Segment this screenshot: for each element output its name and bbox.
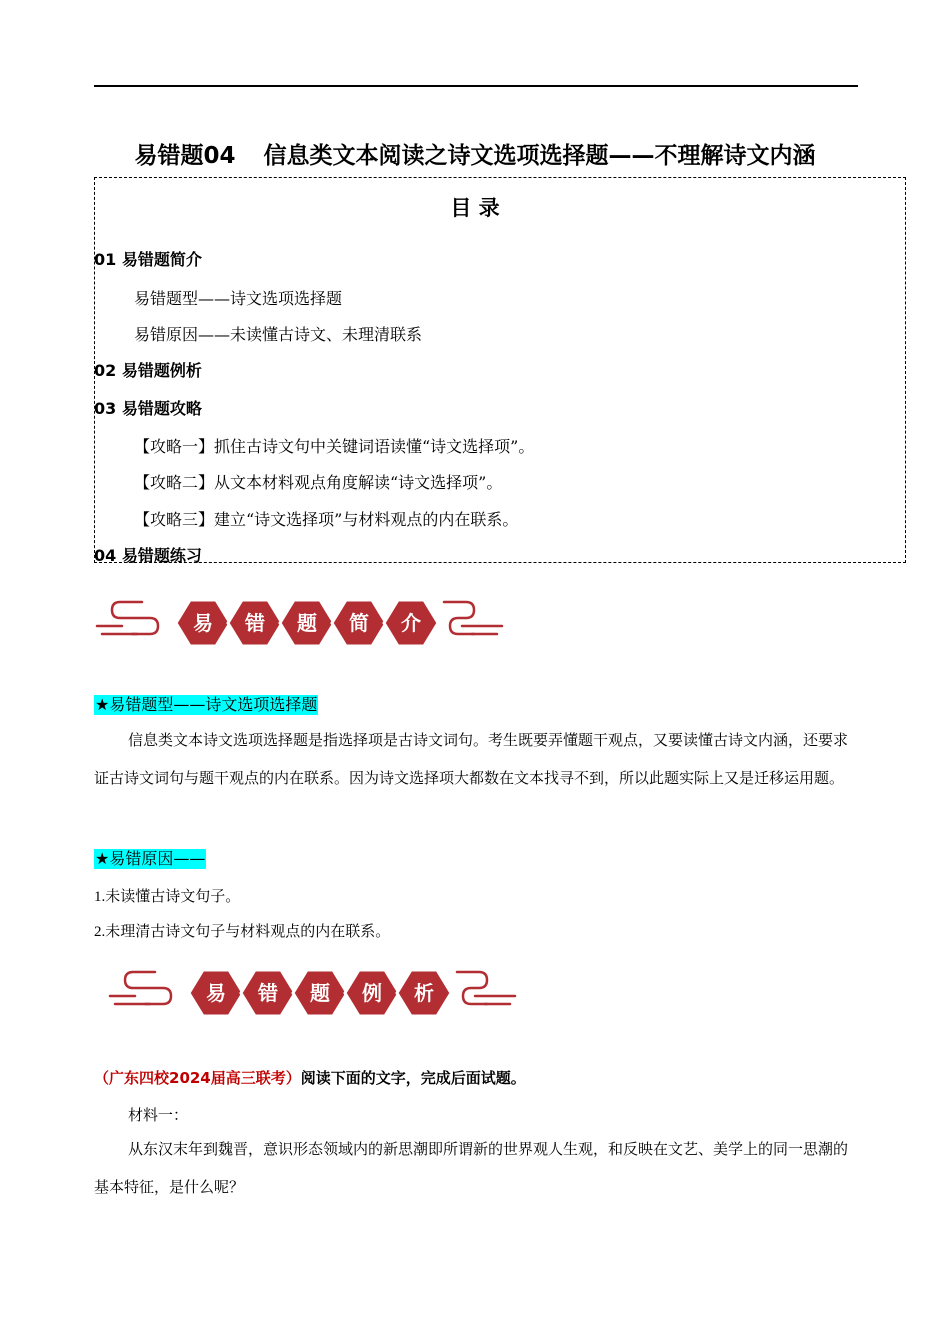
type-paragraph: 信息类文本诗文选项选择题是指选择项是古诗文词句。考生既要弄懂题干观点，又要读懂古诗文内涵，还要求证古诗文词句与题干观点的内在联系。因为诗文选择项大都数在文本找寻不到，所以此题实际上又是迁移运用题。	[94, 731, 849, 787]
banner-char: 错	[258, 981, 278, 1005]
question-source-line	[94, 1067, 526, 1088]
type-heading: ★易错题型——诗文选项选择题	[95, 695, 318, 714]
toc-item[interactable]: 【攻略二】从文本材料观点角度解读“诗文选择项”。	[134, 473, 503, 492]
banner-char: 简	[349, 611, 369, 635]
toc-item[interactable]: 易错原因——未读懂古诗文、未理清联系	[134, 325, 423, 344]
banner-char: 易	[193, 611, 213, 635]
toc-title: 目 录	[450, 196, 500, 220]
toc-item[interactable]: 易错题型——诗文选项选择题	[134, 289, 343, 308]
reason-heading: ★易错原因——	[95, 849, 206, 868]
header-rule	[94, 85, 858, 87]
title-text: 信息类文本阅读之诗文选项选择题——不理解诗文内涵	[263, 143, 816, 169]
banner-graphic	[92, 588, 512, 658]
banner-graphic	[105, 958, 525, 1028]
toc-item[interactable]: 【攻略一】抓住古诗文句中关键词语读懂“诗文选择项”。	[134, 437, 535, 456]
banner-char: 题	[310, 981, 330, 1005]
material-label: 材料一：	[128, 1106, 189, 1124]
toc-item[interactable]: 【攻略三】建立“诗文选择项”与材料观点的内在联系。	[134, 510, 519, 529]
toc-section-04[interactable]: 04 易错题练习	[94, 546, 202, 565]
toc-section-01[interactable]: 01 易错题简介	[94, 250, 202, 269]
banner-char: 题	[297, 611, 317, 635]
banner-char: 例	[362, 981, 382, 1005]
reason-item: 1.未读懂古诗文句子。	[94, 889, 241, 905]
section-banner-example	[105, 958, 525, 1028]
question-source: （广东四校2024届高三联考）	[94, 1069, 301, 1087]
banner-char: 析	[414, 981, 434, 1005]
toc-box	[94, 177, 906, 563]
cloud-scroll-left-icon	[110, 972, 171, 1004]
banner-char: 错	[245, 611, 265, 635]
question-instruction: 阅读下面的文字，完成后面试题。	[300, 1069, 526, 1087]
toc-section-02[interactable]: 02 易错题例析	[94, 361, 202, 380]
reason-item: 2.未理清古诗文句子与材料观点的内在联系。	[94, 924, 391, 940]
cloud-scroll-right-icon	[457, 972, 515, 1004]
banner-char: 易	[206, 981, 226, 1005]
cloud-scroll-right-icon	[444, 602, 502, 634]
section-banner-intro	[92, 588, 512, 658]
toc-section-03[interactable]: 03 易错题攻略	[94, 399, 202, 418]
title-code: 易错题04	[134, 143, 236, 169]
banner-char: 介	[401, 611, 421, 635]
cloud-scroll-left-icon	[97, 602, 158, 634]
page-title	[0, 137, 950, 170]
material-paragraph: 从东汉末年到魏晋，意识形态领域内的新思潮即所谓新的世界观人生观，和反映在文艺、美学上的同一思潮的基本特征，是什么呢？	[94, 1140, 849, 1196]
